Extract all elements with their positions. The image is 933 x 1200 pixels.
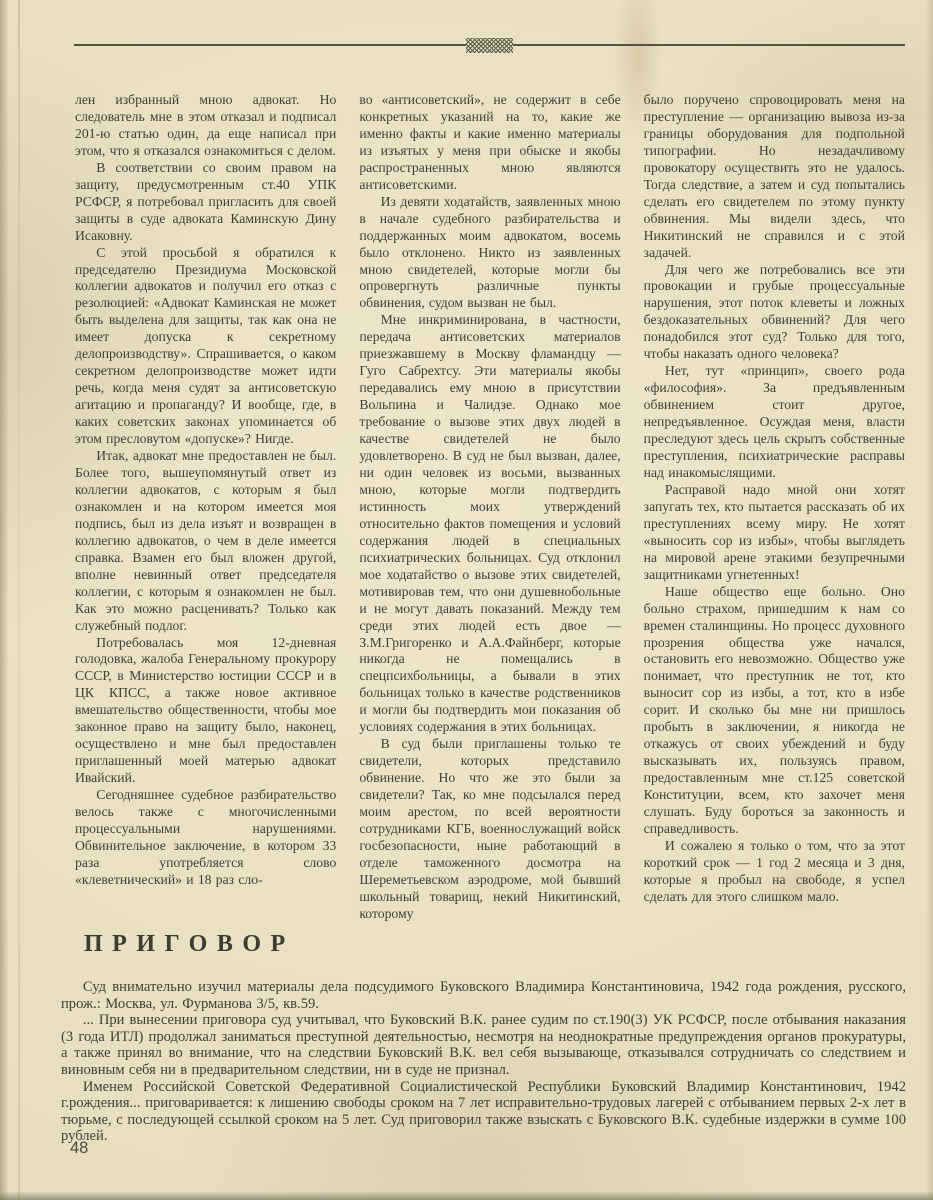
verdict-body bbox=[61, 979, 906, 1145]
paragraph: С этой просьбой я обратился к председателю Президиума Московской коллегии адвокатов и получил его отказ с резолюцией: «Адвокат Каминская не может быть выделена для защиты, так как она не имеет допуска к секретному делопроизводству». Спрашивается, о каком секретном делопроизводстве может идти речь, когда меня судят за антисоветскую агитацию и пропаганду? И вообще, где, в каких советских законах упоминается об этом пресловутом «допуске»? Нигде. bbox=[75, 244, 337, 447]
paragraph: Для чего же потребовались все эти провокации и грубые процессуальные нарушения, этот поток клеветы и ложных бездоказательных обвинений? Для чего понадобился этот суд? Только для того, чтобы наказать одного человека? bbox=[643, 261, 905, 362]
paragraph: Расправой надо мной они хотят запугать тех, кто пытается рассказать об их преступлениях всему миру. Не хотят «выносить сор из избы», чтобы выглядеть на мировой арене этакими безупречными защитниками угнетенных! bbox=[643, 481, 905, 582]
paragraph: И сожалею я только о том, что за этот короткий срок — 1 год 2 месяца и 3 дня, которые я пробыл на свободе, я успел сделать для этого слишком мало. bbox=[643, 837, 905, 904]
paragraph: Из девяти ходатайств, заявленных мною в начале судебного разбирательства и поддержанных моим адвокатом, восемь было отклонено. Никто из заявленных мною свидетелей, которые могли бы опровергнуть различные пункты обвинения, судом вызван не был. bbox=[359, 193, 621, 311]
verdict-heading: ПРИГОВОР bbox=[84, 931, 295, 957]
article-columns bbox=[75, 92, 905, 923]
paragraph: Итак, адвокат мне предоставлен не был. Более того, вышеупомянутый ответ из коллегии адвокатов, с которым я был ознакомлен и на котором имеется моя подпись, был из дела изъят и возвращен в коллегию адвокатов, о чем в деле имеется справка. Взамен его был вложен другой, вполне невинный ответ председателя коллегии, с которым я ознакомлен не был. Как это можно расценивать? Только как служебный подлог. bbox=[75, 448, 337, 633]
paragraph: Нет, тут «принцип», своего рода «философия». За предъявленным обвинением стоит другое, непредъявленное. Осуждая меня, власти преследуют здесь цель скрыть собственные преступления, психиатрические расправы над инакомыслящими. bbox=[643, 363, 905, 480]
paragraph: Сегодняшнее судебное разбирательство велось также с многочисленными процессуальными нарушениями. Обвинительное заключение, в котором 33 раза употребляется слово «клеветнический» и 18 раз сло- bbox=[75, 787, 337, 887]
halftone-ornament bbox=[466, 38, 513, 53]
paper-crease bbox=[18, 0, 20, 1200]
article-column-1 bbox=[75, 92, 336, 923]
paragraph: Мне инкриминирована, в частности, передача антисоветских материалов приезжавшему в Москву фламандцу — Гуго Сабрехтсу. Эти материалы якобы передавались ему мною в присутствии Вольпина и Чалидзе. Однако мое требование о вызове этих двух людей в качестве свидетелей не было удовлетворено. В суд не был вызван, далее, ни один человек из восьми, вызванных мною, которые могли подтвердить истинность моих утверждений относительно фактов помещения и условий содержания людей в специальных психиатрических больницах. Суд отклонил мое ходатайство о вызове этих свидетелей, мотивировав тем, что они душевнобольные и не могут давать показаний. Между тем среди этих людей есть двое — З.М.Григоренко и А.А.Файнберг, которые никогда не помещались в спецпсихбольницы, а бывали в этих больницах только в качестве родственников и могли бы подтвердить мои показания об условиях содержания в этих больницах. bbox=[359, 312, 621, 735]
paragraph: Именем Российской Советской Федеративной Социалистической Республики Буковский Владимир Константинович, 1942 г.рождения... приговаривается: к лишению свободы сроком на 7 лет исправительно-трудовых лагерей с отбыванием первых 2-х лет в тюрьме, с последующей ссылкой сроком на 5 лет. Суд приговорил также взыскать с Буковского В.К. судебные издержки в сумме 100 рублей. bbox=[61, 1078, 906, 1145]
article-column-2 bbox=[359, 92, 620, 923]
paragraph: Суд внимательно изучил материалы дела подсудимого Буковского Владимира Константиновича, 1942 года рождения, русского, прож.: Москва, ул. Фурманова 3/5, кв.59. bbox=[61, 979, 906, 1012]
article-column-3 bbox=[644, 92, 905, 923]
paragraph: ... При вынесении приговора суд учитывал, что Буковский В.К. ранее судим по ст.190(3) УК РСФСР, после отбывания наказания (3 года ИТЛ) продолжал заниматься преступной деятельностью, несмотря на неоднократные предупреждения органов прокуратуры, а также принял во внимание, что на следствии Буковский В.К. вел себя вызывающе, отказывался сотрудничать со следствием и виновным себя ни в предварительном следствии, ни в суде не признал. bbox=[61, 1012, 906, 1078]
paragraph: В соответствии со своим правом на защиту, предусмотренным ст.40 УПК РСФСР, я потребовал пригласить для своей защиты в суде адвоката Каминскую Дину Исаковну. bbox=[75, 159, 337, 243]
paragraph: лен избранный мною адвокат. Но следователь мне в этом отказал и подписал 201-ю статью один, да еще написал при этом, что я отказался ознакомиться с делом. bbox=[75, 92, 337, 158]
paragraph: В суд были приглашены только те свидетели, которых представило обвинение. Но что же это были за свидетели? Так, ко мне подсылался перед моим арестом, по всей вероятности сотрудниками КГБ, военнослужащий войск госбезопасности, ныне работающий в отделе таможенного досмотра на Шереметьевском аэродроме, мой бывший школьный товарищ, некий Никитинский, которому bbox=[359, 736, 621, 921]
page-number: 48 bbox=[70, 1139, 89, 1157]
paragraph: во «антисоветский», не содержит в себе конкретных указаний на то, какие же именно факты и какие именно материалы из изъятых у меня при обыске и якобы распространенных мною являются антисоветскими. bbox=[359, 92, 621, 192]
paragraph: Потребовалась моя 12-дневная голодовка, жалоба Генеральному прокурору СССР, в Министерство юстиции СССР и в ЦК КПСС, а также новое активное вмешательство общественности, чтобы мое законное право на защиту было, наконец, осуществлено и мне был предоставлен приглашенный моей матерью адвокат Ивайский. bbox=[75, 634, 337, 786]
paragraph: было поручено спровоцировать меня на преступление — организацию вывоза из-за границы оборудования для подпольной типографии. Но незадачливому провокатору осуществить это не удалось. Тогда следствие, а затем и суд попытались сделать его свидетелем по этому пункту обвинения. Мы видели здесь, что Никитинский не справился и с этой задачей. bbox=[643, 92, 905, 260]
paragraph: Наше общество еще больно. Оно больно страхом, пришедшим к нам со времен сталинщины. Но процесс духовного прозрения общества уже начался, остановить его невозможно. Общество уже понимает, что преступник не тот, кто выносит сор из избы, а тот, кто в избе сорит. И сколько бы мне ни пришлось пробыть в заключении, я никогда не откажусь от своих убеждений и буду высказывать их, пользуясь правом, предоставленным мне ст.125 советской Конституции, всем, кто захочет меня слушать. Буду бороться за законность и справедливость. bbox=[643, 583, 905, 836]
